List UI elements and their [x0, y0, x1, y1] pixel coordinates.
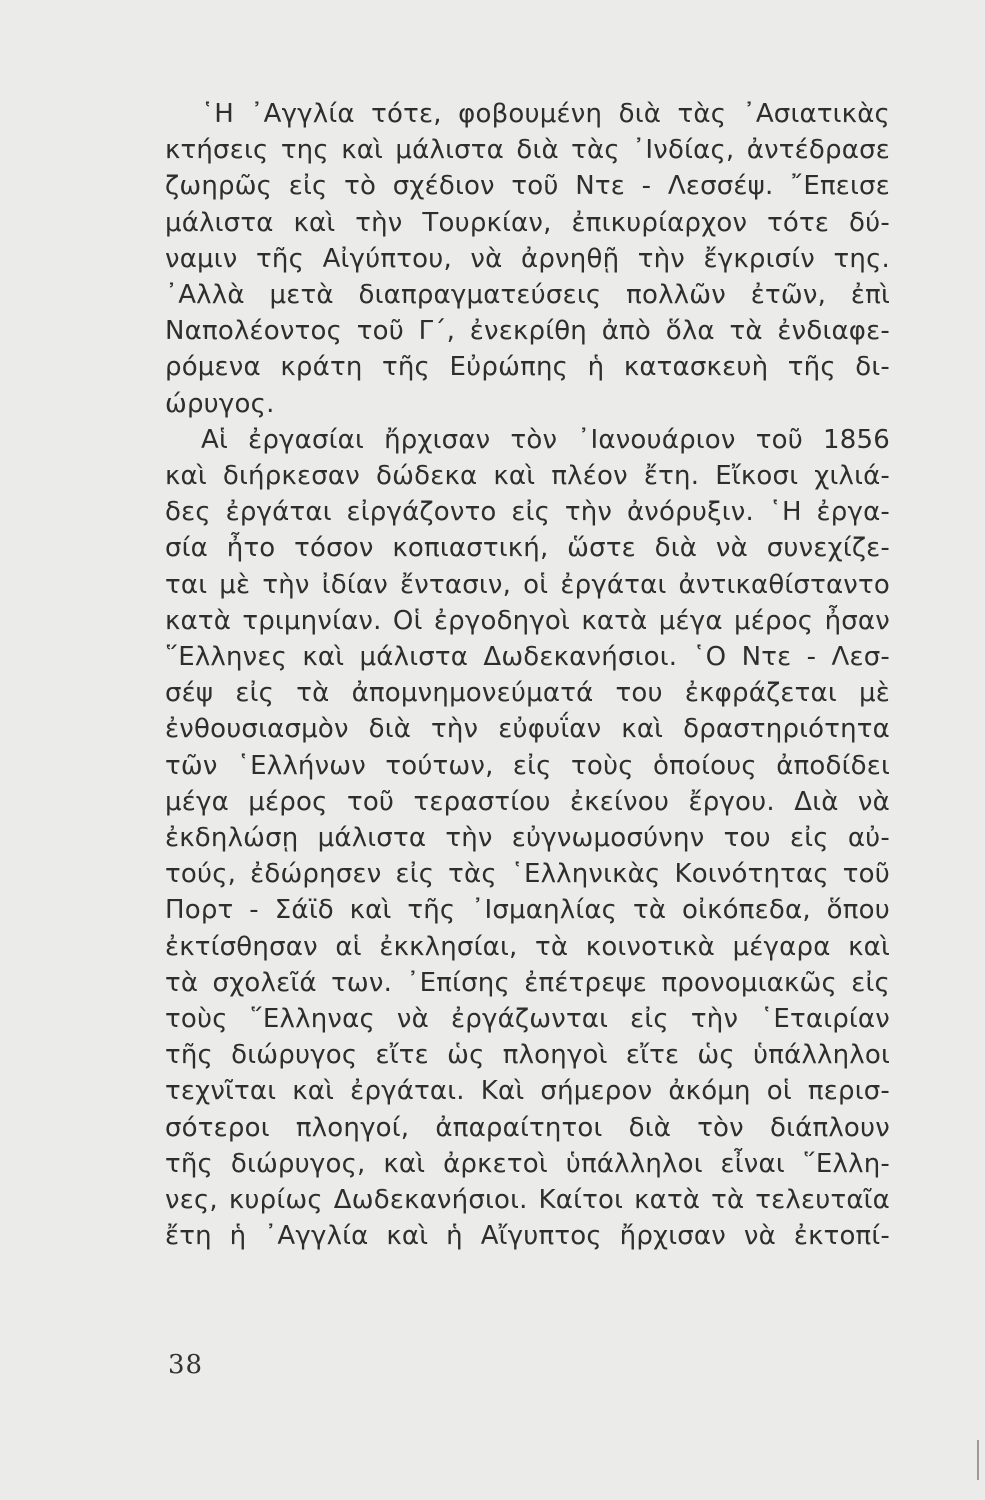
text-line: καὶ διήρκεσαν δώδεκα καὶ πλέον ἔτη. Εἴκοσι χιλιά-	[165, 461, 890, 492]
text-line: σία ἦτο τόσον κοπιαστική, ὥστε διὰ νὰ συνεχίζε-	[165, 533, 890, 564]
text-line: μέγα μέρος τοῦ τεραστίου ἐκείνου ἔργου. Διὰ νὰ	[165, 786, 890, 817]
text-line: ρόμενα κράτη τῆς Εὐρώπης ἡ κατασκευὴ τῆς δι-	[165, 352, 890, 383]
text-line: ῾Η ᾿Αγγλία τότε, φοβουμένη διὰ τὰς ᾿Ασιατικὰς	[201, 99, 890, 129]
text-line: τοὺς ῞Ελληνας νὰ ἐργάζωνται εἰς τὴν ῾Εταιρίαν	[165, 1004, 890, 1035]
text-line: δες ἐργάται εἰργάζοντο εἰς τὴν ἀνόρυξιν. ῾Η ἐργα-	[165, 497, 890, 528]
body-text	[165, 96, 890, 1255]
text-line: μάλιστα καὶ τὴν Τουρκίαν, ἐπικυρίαρχον τότε δύ-	[165, 207, 890, 238]
text-line: τῆς διώρυγος εἴτε ὡς πλοηγοὶ εἴτε ὡς ὑπάλληλοι	[165, 1040, 890, 1071]
text-line: ἐνθουσιασμὸν διὰ τὴν εὐφυΐαν καὶ δραστηριότητα	[165, 714, 890, 745]
text-line: τούς, ἐδώρησεν εἰς τὰς ῾Ελληνικὰς Κοινότητας τοῦ	[165, 859, 890, 890]
text-line: σότεροι πλοηγοί, ἀπαραίτητοι διὰ τὸν διάπλουν	[165, 1112, 890, 1143]
text-line: Ναπολέοντος τοῦ Γ΄, ἐνεκρίθη ἀπὸ ὅλα τὰ ἐνδιαφε-	[165, 316, 890, 347]
text-line: ώρυγος.	[165, 388, 275, 419]
text-line: Πορτ - Σάϊδ καὶ τῆς ᾿Ισμαηλίας τὰ οἰκόπεδα, ὅπου	[165, 895, 890, 926]
text-line: ῞Ελληνες καὶ μάλιστα Δωδεκανήσιοι. ῾Ο Ντε - Λεσ-	[165, 642, 890, 673]
page-edge-mark	[977, 1440, 979, 1480]
text-line: ναμιν τῆς Αἰγύπτου, νὰ ἀρνηθῇ τὴν ἔγκρισίν της.	[165, 243, 890, 274]
text-line: κτήσεις της καὶ μάλιστα διὰ τὰς ᾿Ινδίας, ἀντέδρασε	[165, 135, 890, 166]
page-number: 38	[168, 1350, 204, 1380]
text-line: ται μὲ τὴν ἰδίαν ἔντασιν, οἱ ἐργάται ἀντικαθίσταντο	[165, 569, 890, 600]
text-line: τὰ σχολεῖά των. ᾿Επίσης ἐπέτρεψε προνομιακῶς εἰς	[165, 967, 890, 998]
text-line: νες, κυρίως Δωδεκανήσιοι. Καίτοι κατὰ τὰ τελευταῖα	[165, 1185, 890, 1216]
text-line: τῶν ῾Ελλήνων τούτων, εἰς τοὺς ὁποίους ἀποδίδει	[165, 750, 890, 781]
text-line: ἐκδηλώσῃ μάλιστα τὴν εὐγνωμοσύνην του εἰς αὐ-	[165, 823, 890, 854]
text-line: κατὰ τριμηνίαν. Οἱ ἐργοδηγοὶ κατὰ μέγα μέρος ἦσαν	[165, 605, 890, 636]
text-line: ἔτη ἡ ᾿Αγγλία καὶ ἡ Αἴγυπτος ἤρχισαν νὰ ἐκτοπί-	[165, 1221, 890, 1252]
text-line: Αἱ ἐργασίαι ἤρχισαν τὸν ᾿Ιανουάριον τοῦ 1856	[201, 424, 890, 455]
text-line: ζωηρῶς εἰς τὸ σχέδιον τοῦ Ντε - Λεσσέψ. ῎Επεισε	[165, 171, 890, 202]
text-line: σέψ εἰς τὰ ἀπομνημονεύματά του ἐκφράζεται μὲ	[165, 678, 890, 709]
text-line: ᾿Αλλὰ μετὰ διαπραγματεύσεις πολλῶν ἐτῶν, ἐπὶ	[165, 280, 890, 311]
text-line: τῆς διώρυγος, καὶ ἀρκετοὶ ὑπάλληλοι εἶναι ῞Ελλη-	[165, 1148, 890, 1179]
text-line: ἐκτίσθησαν αἱ ἐκκλησίαι, τὰ κοινοτικὰ μέγαρα καὶ	[165, 931, 890, 962]
text-line: τεχνῖται καὶ ἐργάται. Καὶ σήμερον ἀκόμη οἱ περισ-	[165, 1076, 890, 1107]
